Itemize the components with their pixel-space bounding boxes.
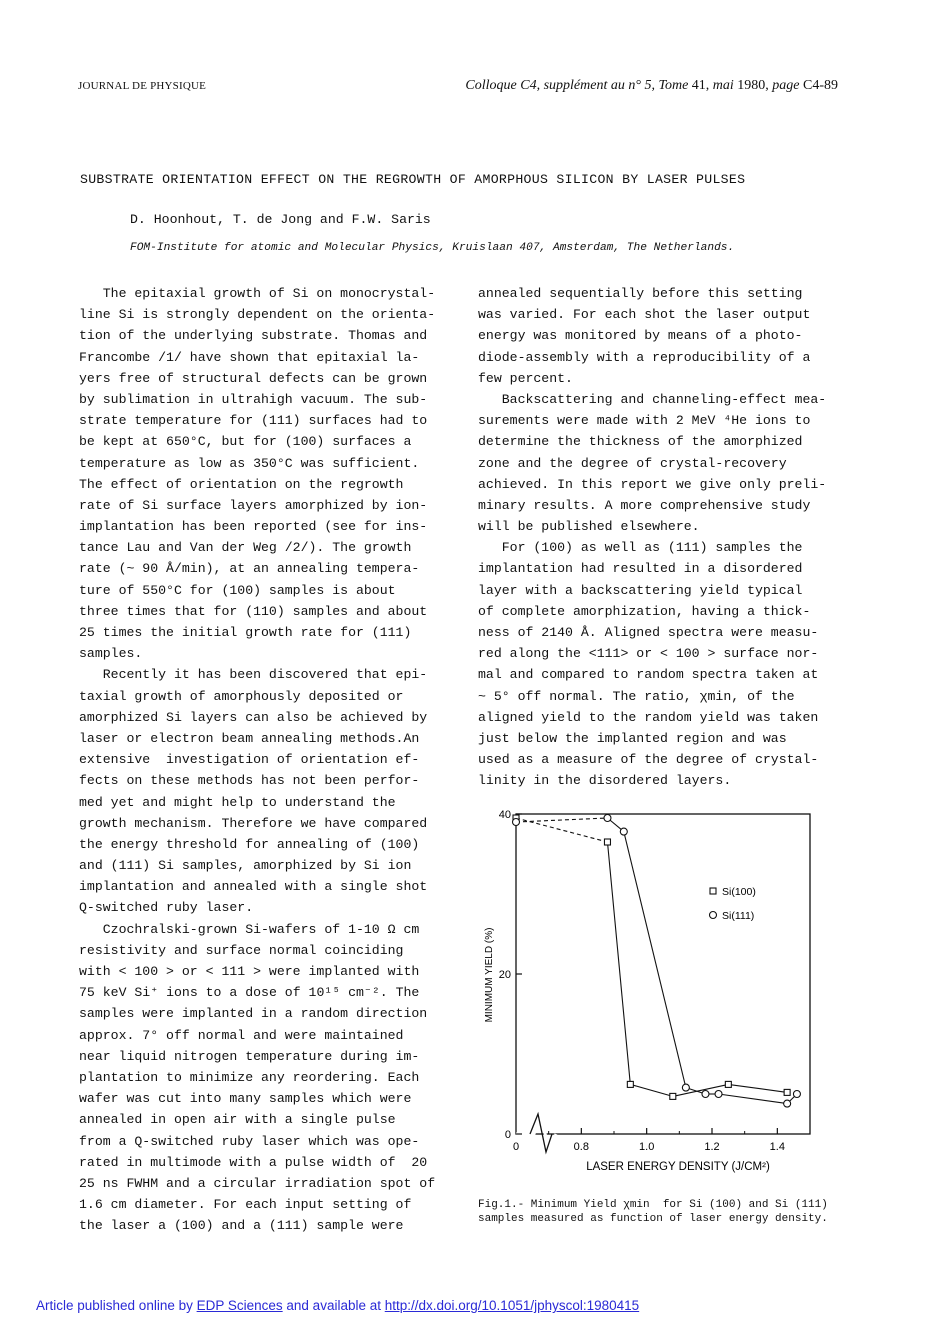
body-text-line: Francombe /1/ have shown that epitaxial la- [79, 349, 420, 365]
series-segment-circle [624, 832, 686, 1088]
data-point-square [784, 1089, 790, 1095]
article-affiliation: FOM-Institute for atomic and Molecular Physics, Kruislaan 407, Amsterdam, The Netherlands. [130, 242, 735, 254]
body-text-line: 25 ns FWHM and a circular irradiation spot of [79, 1175, 436, 1191]
series-segment-square [630, 1084, 672, 1096]
body-text-line: be kept at 650°C, but for (100) surfaces a [79, 434, 412, 450]
body-text-line: resistivity and surface normal coinciding [79, 942, 404, 958]
caption-line: samples measured as function of laser energy density. [478, 1212, 828, 1225]
body-text-line: temperature as low as 350°C was sufficient. [79, 455, 420, 471]
body-text-line: rate of Si surface layers amorphized by ion- [79, 497, 428, 513]
body-text-line: few percent. [478, 370, 573, 386]
data-point-circle [604, 815, 611, 822]
figure-caption [478, 1199, 878, 1226]
footer-middle: and available at [282, 1298, 385, 1313]
body-text-line: will be published elsewhere. [478, 519, 700, 535]
body-text-line: minary results. A more comprehensive study [478, 497, 811, 513]
data-point-circle [793, 1091, 800, 1098]
body-text-line: red along the <111> or < 100 > surface nor- [478, 646, 819, 662]
body-text-line: tance Lau and Van der Weg /2/). The growth [79, 540, 412, 556]
body-text-line: by sublimation in ultrahigh vacuum. The sub- [79, 391, 428, 407]
x-tick-label: 1.2 [704, 1141, 720, 1153]
body-text-line: amorphized Si layers can also be achieved by [79, 709, 428, 725]
body-text-line: used as a measure of the degree of crystal- [478, 752, 819, 768]
body-text-line: achieved. In this report we give only preli- [478, 476, 827, 492]
x-axis-label: LASER ENERGY DENSITY (J/CM²) [586, 1161, 770, 1173]
tome-number: 41, [691, 78, 710, 93]
body-text-line: of complete amorphization, having a thick- [478, 603, 811, 619]
body-text-line: from a Q-switched ruby laser which was ope- [79, 1133, 420, 1149]
body-text-line: rate (~ 90 Å/min), at an annealing tempera- [79, 561, 420, 577]
body-text-line: three times that for (110) samples and about [79, 603, 428, 619]
body-text-line: determine the thickness of the amorphized [478, 434, 803, 450]
legend-circle-marker [710, 912, 717, 919]
series-segment-circle [719, 1094, 788, 1104]
series-segment-square [516, 818, 607, 842]
body-text-line: layer with a backscattering yield typical [478, 582, 803, 598]
body-text-line: taxial growth of amorphously deposited or [79, 688, 404, 704]
legend-label: Si(111) [722, 910, 755, 922]
body-text-line: with < 100 > or < 111 > were implanted with [79, 964, 420, 979]
legend-square-marker [710, 888, 716, 894]
body-text-line: surements were made with 2 MeV ⁴He ions to [478, 413, 811, 429]
x-tick-label: 1.4 [769, 1141, 785, 1153]
body-text-line: just below the implanted region and was [478, 730, 787, 746]
series-segment-square [607, 842, 630, 1084]
body-text-line: yers free of structural defects can be grown [79, 370, 428, 386]
body-text-line: zone and the degree of crystal-recovery [478, 455, 787, 471]
body-text-line: med yet and might help to understand the [79, 794, 396, 810]
footer-notice [36, 1298, 639, 1313]
colloque-text: Colloque C4, supplément au n° 5, Tome [465, 78, 689, 93]
body-text-line: annealed sequentially before this setting [478, 286, 803, 301]
body-text-line: mal and compared to random spectra taken at [478, 667, 819, 683]
chart-legend [710, 886, 756, 922]
body-text-line: Recently it has been discovered that epi- [79, 667, 428, 683]
body-text-line: ~ 5° off normal. The ratio, χmin, of the [478, 688, 795, 704]
body-text-line: ness of 2140 Å. Aligned spectra were measu- [478, 625, 819, 640]
body-text-line: tion of the underlying substrate. Thomas and [79, 328, 428, 344]
body-text-line: samples. [79, 646, 143, 662]
data-point-circle [620, 828, 627, 835]
article-title: SUBSTRATE ORIENTATION EFFECT ON THE REGROWTH OF AMORPHOUS SILICON BY LASER PULSES [80, 172, 746, 187]
body-text-line: near liquid nitrogen temperature during im- [79, 1048, 420, 1064]
month-text: mai [712, 78, 734, 93]
page-number: C4-89 [803, 78, 838, 93]
x-tick-label: 0 [512, 1141, 520, 1153]
body-text-line: energy was monitored by means of a photo- [478, 328, 803, 344]
body-text-line: and (111) Si samples, amorphized by Si ion [79, 858, 412, 874]
data-point-circle [513, 819, 520, 826]
data-point-circle [715, 1091, 722, 1098]
y-tick-label: 40 [498, 809, 511, 821]
plot-frame [516, 814, 810, 1134]
article-authors: D. Hoonhout, T. de Jong and F.W. Saris [130, 212, 431, 227]
body-text-line: ture of 550°C for (100) samples is about [79, 582, 396, 598]
data-point-circle [702, 1091, 709, 1098]
body-text-line: fects on these methods has not been perfor- [79, 773, 420, 789]
body-text-line: the energy threshold for annealing of (100) [79, 836, 420, 852]
body-text-line: the laser a (100) and a (111) sample were [79, 1218, 404, 1234]
body-text-line: implantation and annealed with a single shot [79, 879, 428, 895]
data-point-square [670, 1093, 676, 1099]
chart-axes [516, 814, 810, 1152]
data-point-square [627, 1081, 633, 1087]
body-text-line: approx. 7° off normal and were maintained [79, 1027, 404, 1043]
body-text-line: aligned yield to the random yield was taken [478, 709, 819, 725]
series-segment-square [728, 1084, 787, 1092]
body-text-line: implantation has been reported (see for ins- [79, 519, 428, 535]
x-tick-label: 1.0 [639, 1141, 655, 1153]
body-text-line: samples were implanted in a random direction [79, 1006, 428, 1022]
body-text-line: The epitaxial growth of Si on monocrystal- [79, 286, 436, 301]
body-text-line: laser or electron beam annealing methods.An [79, 730, 420, 746]
body-text-line: plantation to minimize any reordering. Each [79, 1069, 420, 1085]
body-text-line: 75 keV Si⁺ ions to a dose of 10¹⁵ cm⁻². The [79, 985, 420, 1001]
body-text-line: 1.6 cm diameter. For each input setting of [79, 1197, 412, 1213]
doi-link[interactable]: http://dx.doi.org/10.1051/jphyscol:1980415 [384, 1298, 640, 1313]
body-text-line: wafer was cut into many samples which were [79, 1091, 412, 1107]
body-text-line: annealed in open air with a single pulse [79, 1112, 396, 1128]
y-tick-label: 20 [498, 969, 511, 981]
chart-ticks [499, 809, 785, 1153]
data-point-circle [682, 1084, 689, 1091]
body-left-column [79, 283, 471, 1236]
body-text-line: For (100) as well as (111) samples the [478, 540, 803, 556]
body-text-line: The effect of orientation on the regrowth [79, 476, 404, 492]
body-text-line: rated in multimode with a pulse width of 20 [79, 1154, 428, 1170]
year-text: 1980, [737, 78, 769, 93]
figure-1-chart [478, 800, 868, 1180]
chart-series [513, 815, 801, 1108]
body-text-line: growth mechanism. Therefore we have compared [79, 815, 428, 831]
x-tick-label: 0.8 [573, 1141, 589, 1153]
y-axis-label: MINIMUM YIELD (%) [484, 927, 495, 1023]
caption-line: Fig.1.- Minimum Yield χmin for Si (100) and Si (111) [478, 1199, 828, 1211]
body-text-line: Q-switched ruby laser. [79, 900, 254, 916]
page-word: page [772, 78, 800, 93]
legend-label: Si(100) [722, 886, 756, 898]
body-text-line: was varied. For each shot the laser output [478, 307, 811, 323]
body-text-line: line Si is strongly dependent on the orienta- [79, 307, 436, 323]
data-point-square [725, 1081, 731, 1087]
body-right-column [478, 283, 863, 792]
publisher-link[interactable]: EDP Sciences [196, 1298, 283, 1313]
body-text-line: strate temperature for (111) surfaces had to [79, 413, 428, 429]
body-text-line: implantation had resulted in a disordered [478, 561, 803, 577]
data-point-square [604, 839, 610, 845]
journal-name: JOURNAL DE PHYSIQUE [78, 80, 207, 92]
data-point-circle [784, 1100, 791, 1107]
journal-citation [465, 78, 838, 94]
body-text-line: 25 times the initial growth rate for (111) [79, 625, 412, 640]
footer-prefix: Article published online by [36, 1298, 197, 1313]
body-text-line: linity in the disordered layers. [478, 773, 732, 789]
y-tick-label: 0 [504, 1129, 511, 1141]
body-text-line: extensive investigation of orientation ef- [79, 752, 420, 768]
body-text-line: Czochralski-grown Si-wafers of 1-10 Ω cm [79, 921, 420, 937]
body-text-line: diode-assembly with a reproducibility of a [478, 349, 811, 365]
body-text-line: Backscattering and channeling-effect mea- [478, 391, 827, 407]
